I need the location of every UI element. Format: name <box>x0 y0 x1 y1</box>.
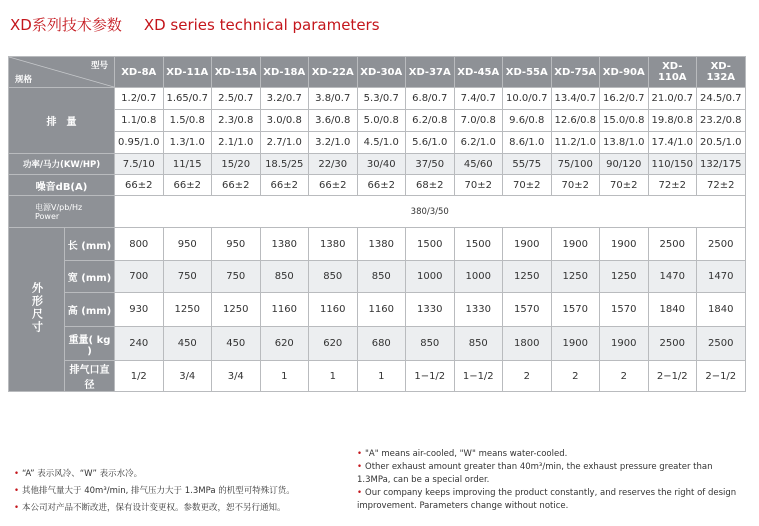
dimension-cell: 1570 <box>503 293 552 327</box>
notes-cn <box>14 466 295 517</box>
model-header-cell: XD-30A <box>357 57 406 88</box>
displacement-cell: 9.6/0.8 <box>503 110 552 132</box>
noise-cell: 70±2 <box>454 175 503 196</box>
power-cell: 30/40 <box>357 154 406 175</box>
model-header-cell: XD-110A <box>648 57 697 88</box>
dimension-cell: 2 <box>503 361 552 392</box>
note-cn-item: • “A” 表示风冷、“W” 表示水冷。 <box>14 469 143 479</box>
dimension-row-label: 重量( kg ) <box>65 327 115 361</box>
noise-cell: 68±2 <box>406 175 455 196</box>
page-title <box>10 14 380 35</box>
power-cell: 90/120 <box>600 154 649 175</box>
dimension-cell: 1250 <box>600 261 649 293</box>
displacement-cell: 12.6/0.8 <box>551 110 600 132</box>
power-cell: 37/50 <box>406 154 455 175</box>
power-cell: 15/20 <box>212 154 261 175</box>
model-header-cell: XD-37A <box>406 57 455 88</box>
dimension-row-label: 高 (mm) <box>65 293 115 327</box>
noise-cell: 66±2 <box>260 175 309 196</box>
model-header-cell: XD-55A <box>503 57 552 88</box>
dimension-cell: 620 <box>309 327 358 361</box>
dimension-cell: 450 <box>212 327 261 361</box>
dimension-cell: 950 <box>163 228 212 261</box>
dimension-cell: 1250 <box>212 293 261 327</box>
displacement-cell: 10.0/0.7 <box>503 88 552 110</box>
dimension-cell: 1500 <box>454 228 503 261</box>
model-header-cell: XD-18A <box>260 57 309 88</box>
dimension-cell: 620 <box>260 327 309 361</box>
dimension-row-label: 长 (mm) <box>65 228 115 261</box>
dimension-cell: 1900 <box>503 228 552 261</box>
dimension-cell: 1−1/2 <box>454 361 503 392</box>
dimension-cell: 1330 <box>454 293 503 327</box>
power-cell: 22/30 <box>309 154 358 175</box>
displacement-cell: 15.0/0.8 <box>600 110 649 132</box>
displacement-cell: 21.0/0.7 <box>648 88 697 110</box>
dimension-cell: 1380 <box>309 228 358 261</box>
displacement-cell: 13.4/0.7 <box>551 88 600 110</box>
dimension-cell: 1500 <box>406 228 455 261</box>
displacement-cell: 20.5/1.0 <box>697 132 746 154</box>
dimension-cell: 1250 <box>503 261 552 293</box>
dimension-cell: 1900 <box>600 228 649 261</box>
displacement-cell: 13.8/1.0 <box>600 132 649 154</box>
dimension-cell: 950 <box>212 228 261 261</box>
note-en-item: • Other exhaust amount greater than 40m³/min, the exhaust pressure greater than 1.3MPa, can be a special order. <box>357 462 713 485</box>
dimensions-group-label <box>9 228 65 392</box>
power-cell: 7.5/10 <box>115 154 164 175</box>
displacement-cell: 6.8/0.7 <box>406 88 455 110</box>
dimension-cell: 1570 <box>551 293 600 327</box>
dimension-cell: 1160 <box>309 293 358 327</box>
dimension-cell: 850 <box>357 261 406 293</box>
displacement-cell: 1.65/0.7 <box>163 88 212 110</box>
noise-cell: 72±2 <box>648 175 697 196</box>
noise-cell: 66±2 <box>212 175 261 196</box>
displacement-cell: 7.0/0.8 <box>454 110 503 132</box>
power-cell: 75/100 <box>551 154 600 175</box>
displacement-cell: 19.8/0.8 <box>648 110 697 132</box>
dimension-cell: 1330 <box>406 293 455 327</box>
dimension-cell: 1 <box>260 361 309 392</box>
dimension-cell: 3/4 <box>212 361 261 392</box>
model-header-cell: XD-75A <box>551 57 600 88</box>
displacement-cell: 11.2/1.0 <box>551 132 600 154</box>
dimension-cell: 800 <box>115 228 164 261</box>
dimension-cell: 1470 <box>697 261 746 293</box>
dimension-cell: 1900 <box>551 327 600 361</box>
dimension-row-label: 排气口直径 <box>65 361 115 392</box>
power-cell: 45/60 <box>454 154 503 175</box>
dimension-cell: 1 <box>309 361 358 392</box>
displacement-cell: 2.7/1.0 <box>260 132 309 154</box>
dimension-cell: 2 <box>600 361 649 392</box>
notes-en <box>357 448 747 513</box>
dimension-cell: 1250 <box>551 261 600 293</box>
power-label: 功率/马力(KW/HP) <box>9 154 115 175</box>
noise-label: 噪音dB(A) <box>9 175 115 196</box>
power-supply-value: 380/3/50 <box>115 196 746 228</box>
displacement-cell: 7.4/0.7 <box>454 88 503 110</box>
title-cn: XD系列技术参数 <box>10 16 122 34</box>
displacement-cell: 16.2/0.7 <box>600 88 649 110</box>
displacement-cell: 3.0/0.8 <box>260 110 309 132</box>
dimension-cell: 1−1/2 <box>406 361 455 392</box>
spec-table <box>8 56 746 392</box>
dimension-cell: 1470 <box>648 261 697 293</box>
displacement-cell: 2.5/0.7 <box>212 88 261 110</box>
dimension-cell: 1/2 <box>115 361 164 392</box>
dimension-cell: 680 <box>357 327 406 361</box>
spec-label: 规格 <box>15 75 33 85</box>
dimension-cell: 1840 <box>697 293 746 327</box>
model-header-cell: XD-45A <box>454 57 503 88</box>
displacement-cell: 2.3/0.8 <box>212 110 261 132</box>
dimension-cell: 750 <box>212 261 261 293</box>
displacement-cell: 8.6/1.0 <box>503 132 552 154</box>
displacement-cell: 1.5/0.8 <box>163 110 212 132</box>
displacement-cell: 3.2/1.0 <box>309 132 358 154</box>
displacement-cell: 3.6/0.8 <box>309 110 358 132</box>
noise-cell: 66±2 <box>309 175 358 196</box>
noise-cell: 70±2 <box>551 175 600 196</box>
model-header-cell: XD-22A <box>309 57 358 88</box>
dimension-row-label: 宽 (mm) <box>65 261 115 293</box>
dimension-cell: 450 <box>163 327 212 361</box>
displacement-cell: 23.2/0.8 <box>697 110 746 132</box>
displacement-cell: 5.3/0.7 <box>357 88 406 110</box>
power-supply-label-en: Power <box>35 211 60 221</box>
model-header-cell: XD-8A <box>115 57 164 88</box>
displacement-label: 排 量 <box>9 88 115 154</box>
noise-cell: 70±2 <box>503 175 552 196</box>
power-cell: 55/75 <box>503 154 552 175</box>
dimension-cell: 850 <box>260 261 309 293</box>
displacement-cell: 1.3/1.0 <box>163 132 212 154</box>
note-cn-item: • 其他排气量大于 40m³/min, 排气压力大于 1.3MPa 的机型可特殊订货。 <box>14 486 295 496</box>
dimension-cell: 850 <box>454 327 503 361</box>
displacement-cell: 17.4/1.0 <box>648 132 697 154</box>
dimension-cell: 1160 <box>357 293 406 327</box>
noise-cell: 66±2 <box>163 175 212 196</box>
displacement-cell: 24.5/0.7 <box>697 88 746 110</box>
model-header-cell: XD-90A <box>600 57 649 88</box>
note-en-item: • Our company keeps improving the product constantly, and reserves the right of design improvement. Parameters change without notice. <box>357 488 737 511</box>
title-en: XD series technical parameters <box>143 16 380 34</box>
dimension-cell: 3/4 <box>163 361 212 392</box>
dimension-cell: 750 <box>163 261 212 293</box>
displacement-cell: 4.5/1.0 <box>357 132 406 154</box>
model-header-cell: XD-11A <box>163 57 212 88</box>
noise-cell: 66±2 <box>115 175 164 196</box>
dimension-cell: 1800 <box>503 327 552 361</box>
displacement-cell: 3.2/0.7 <box>260 88 309 110</box>
model-label: 型号 <box>90 61 108 71</box>
noise-cell: 66±2 <box>357 175 406 196</box>
power-cell: 18.5/25 <box>260 154 309 175</box>
noise-cell: 70±2 <box>600 175 649 196</box>
dimension-cell: 240 <box>115 327 164 361</box>
noise-cell: 72±2 <box>697 175 746 196</box>
displacement-cell: 5.6/1.0 <box>406 132 455 154</box>
header-corner-cell <box>9 57 115 88</box>
dimension-cell: 850 <box>406 327 455 361</box>
dimension-cell: 2500 <box>697 228 746 261</box>
displacement-cell: 1.1/0.8 <box>115 110 164 132</box>
note-cn-item: • 本公司对产品不断改进，保有设计变更权。参数更改，恕不另行通知。 <box>14 503 286 513</box>
dimension-cell: 1380 <box>357 228 406 261</box>
dimension-cell: 1900 <box>551 228 600 261</box>
displacement-cell: 0.95/1.0 <box>115 132 164 154</box>
dimension-cell: 930 <box>115 293 164 327</box>
power-supply-label <box>9 196 115 228</box>
dimension-cell: 1570 <box>600 293 649 327</box>
model-header-cell: XD-132A <box>697 57 746 88</box>
dimension-cell: 2500 <box>697 327 746 361</box>
displacement-cell: 6.2/0.8 <box>406 110 455 132</box>
dimension-cell: 1900 <box>600 327 649 361</box>
displacement-cell: 1.2/0.7 <box>115 88 164 110</box>
dimension-cell: 1380 <box>260 228 309 261</box>
dimension-cell: 2500 <box>648 327 697 361</box>
model-header-cell: XD-15A <box>212 57 261 88</box>
note-en-item: • "A" means air-cooled, "W" means water-cooled. <box>357 449 568 459</box>
dimension-cell: 1 <box>357 361 406 392</box>
dimension-cell: 850 <box>309 261 358 293</box>
displacement-cell: 6.2/1.0 <box>454 132 503 154</box>
dimension-cell: 1000 <box>406 261 455 293</box>
displacement-cell: 2.1/1.0 <box>212 132 261 154</box>
dimension-cell: 1000 <box>454 261 503 293</box>
dimension-cell: 2500 <box>648 228 697 261</box>
dimension-cell: 2−1/2 <box>648 361 697 392</box>
dimension-cell: 1840 <box>648 293 697 327</box>
displacement-cell: 5.0/0.8 <box>357 110 406 132</box>
dimensions-group-text: 外形尺寸 <box>30 282 44 334</box>
dimension-cell: 700 <box>115 261 164 293</box>
power-cell: 11/15 <box>163 154 212 175</box>
power-cell: 110/150 <box>648 154 697 175</box>
displacement-cell: 3.8/0.7 <box>309 88 358 110</box>
dimension-cell: 1250 <box>163 293 212 327</box>
dimension-cell: 1160 <box>260 293 309 327</box>
dimension-cell: 2 <box>551 361 600 392</box>
power-cell: 132/175 <box>697 154 746 175</box>
dimension-cell: 2−1/2 <box>697 361 746 392</box>
power-supply-label-cn: 电源V/pb/Hz <box>35 202 83 212</box>
